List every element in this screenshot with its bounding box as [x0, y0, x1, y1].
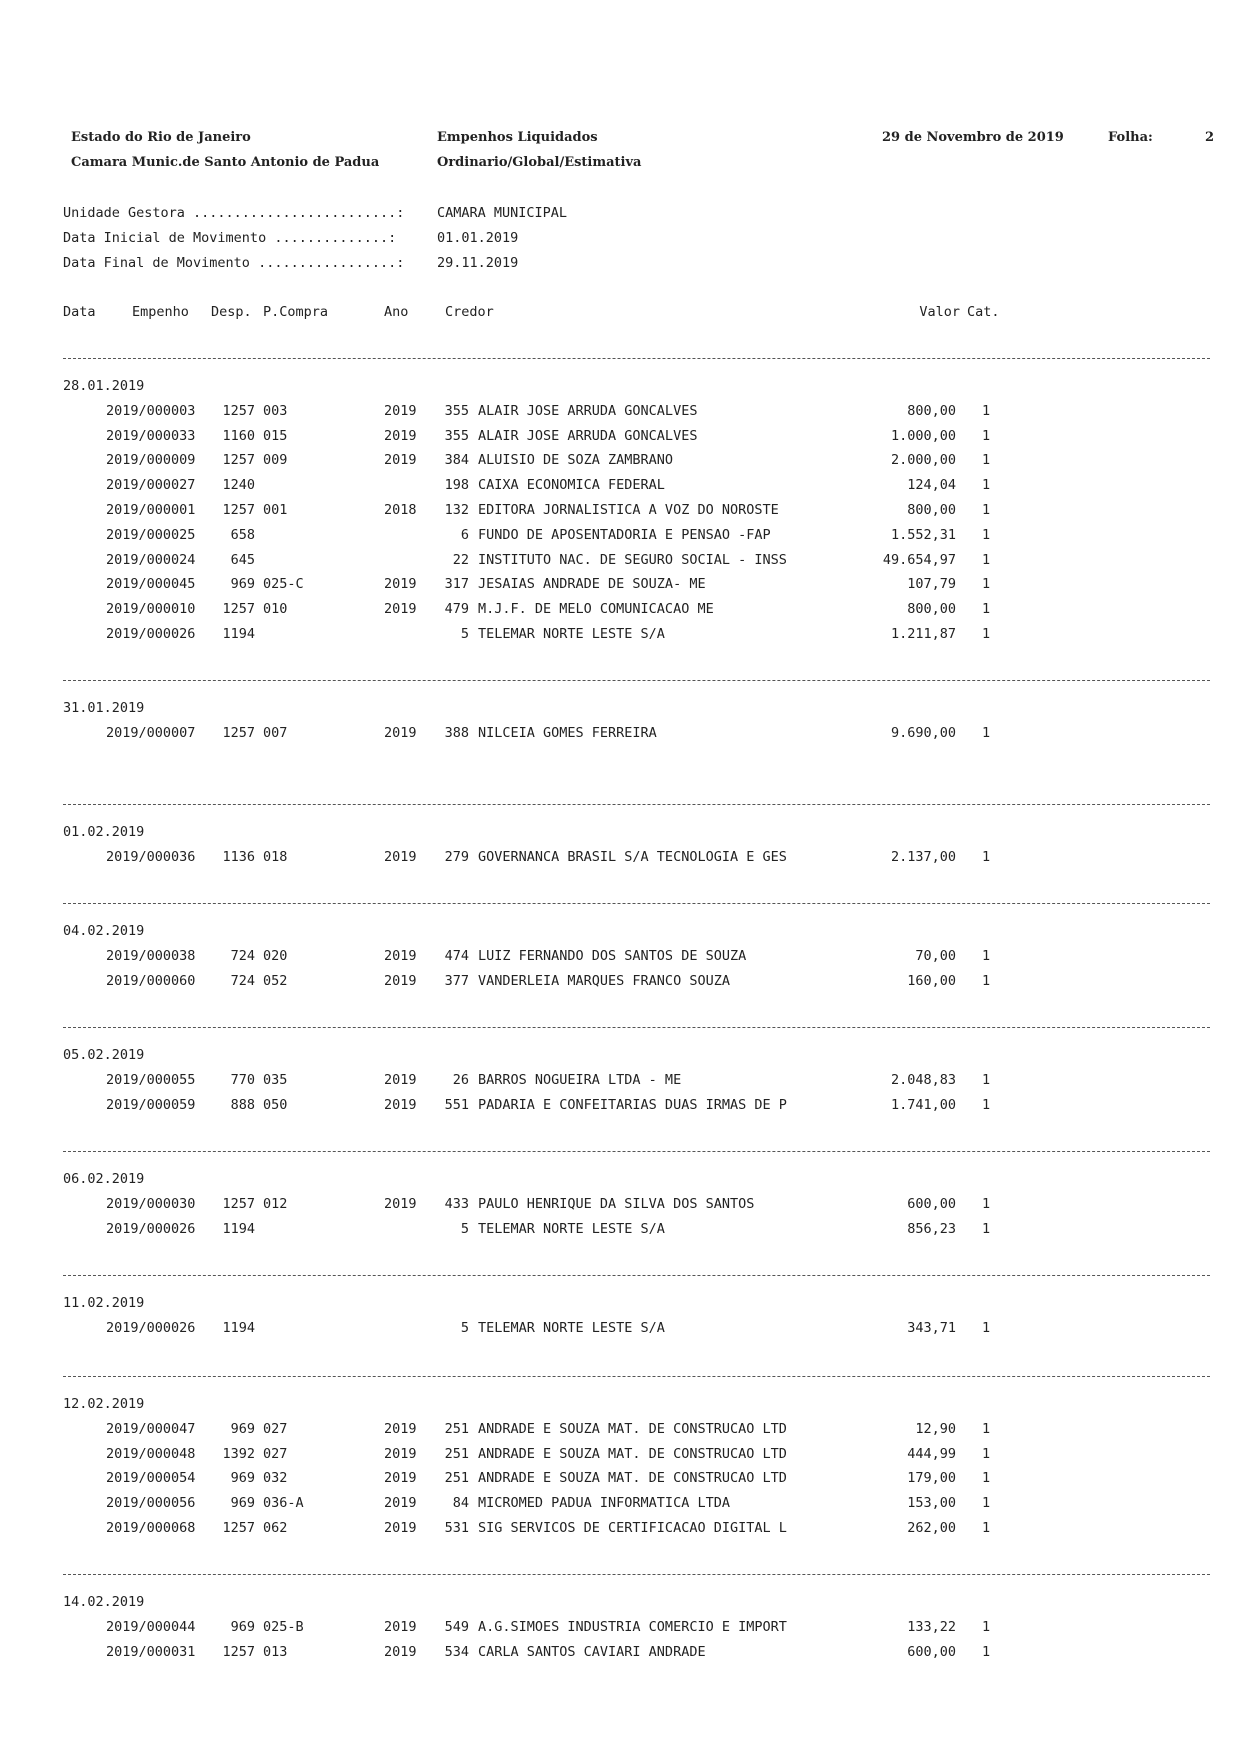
row-credor-code: 551 [444, 1097, 469, 1113]
row-ano: 2018 [384, 502, 417, 518]
group-separator [63, 1275, 1210, 1276]
row-pcompra: 012 [263, 1196, 288, 1212]
row-ano: 2019 [384, 1097, 417, 1113]
row-empenho: 2019/000054 [106, 1470, 196, 1486]
row-valor: 600,00 [907, 1644, 956, 1660]
row-valor: 800,00 [907, 502, 956, 518]
row-pcompra: 052 [263, 973, 288, 989]
row-credor: ALAIR JOSE ARRUDA GONCALVES [478, 403, 698, 419]
row-empenho: 2019/000003 [106, 403, 196, 419]
row-credor: CARLA SANTOS CAVIARI ANDRADE [478, 1644, 706, 1660]
row-credor: LUIZ FERNANDO DOS SANTOS DE SOUZA [478, 948, 747, 964]
row-valor: 9.690,00 [890, 725, 956, 741]
row-ano: 2019 [384, 1619, 417, 1635]
row-cat: 1 [982, 477, 991, 493]
row-empenho: 2019/000068 [106, 1520, 196, 1536]
row-empenho: 2019/000009 [106, 452, 196, 468]
sheet-number: 2 [1204, 130, 1214, 145]
row-desp: 969 [230, 1470, 255, 1486]
report-subtitle: Ordinario/Global/Estimativa [437, 155, 642, 170]
row-pcompra: 062 [263, 1520, 288, 1536]
row-empenho: 2019/000060 [106, 973, 196, 989]
row-credor-code: 317 [444, 576, 469, 592]
row-ano: 2019 [384, 725, 417, 741]
row-valor: 179,00 [907, 1470, 956, 1486]
row-ano: 2019 [384, 1196, 417, 1212]
row-valor: 600,00 [907, 1196, 956, 1212]
row-ano: 2019 [384, 973, 417, 989]
row-cat: 1 [982, 452, 991, 468]
row-credor-code: 388 [444, 725, 469, 741]
param-label-start: Data Inicial de Movimento ..............: [63, 230, 397, 246]
row-cat: 1 [982, 1196, 991, 1212]
row-desp: 1257 [222, 601, 255, 617]
row-pcompra: 018 [263, 849, 288, 865]
row-desp: 724 [230, 948, 255, 964]
row-pcompra: 013 [263, 1644, 288, 1660]
row-credor: BARROS NOGUEIRA LTDA - ME [478, 1072, 682, 1088]
row-ano: 2019 [384, 1470, 417, 1486]
row-desp: 1194 [222, 1320, 255, 1336]
row-desp: 1257 [222, 452, 255, 468]
row-valor: 124,04 [907, 477, 956, 493]
row-valor: 856,23 [907, 1221, 956, 1237]
row-credor-code: 251 [444, 1446, 469, 1462]
row-desp: 1257 [222, 502, 255, 518]
row-empenho: 2019/000036 [106, 849, 196, 865]
row-credor: SIG SERVICOS DE CERTIFICACAO DIGITAL L [478, 1520, 787, 1536]
row-credor-code: 5 [460, 1221, 469, 1237]
row-valor: 2.048,83 [890, 1072, 956, 1088]
row-credor-code: 132 [444, 502, 469, 518]
row-pcompra: 007 [263, 725, 288, 741]
group-date: 06.02.2019 [63, 1171, 145, 1187]
group-separator [63, 804, 1210, 805]
row-ano: 2019 [384, 1072, 417, 1088]
entity-name: Camara Munic.de Santo Antonio de Padua [71, 155, 380, 170]
row-credor-code: 251 [444, 1421, 469, 1437]
row-credor-code: 251 [444, 1470, 469, 1486]
row-desp: 1257 [222, 403, 255, 419]
row-ano: 2019 [384, 1446, 417, 1462]
row-pcompra: 003 [263, 403, 288, 419]
row-cat: 1 [982, 725, 991, 741]
row-ano: 2019 [384, 1421, 417, 1437]
row-desp: 969 [230, 1421, 255, 1437]
row-credor: VANDERLEIA MARQUES FRANCO SOUZA [478, 973, 730, 989]
sheet-label: Folha: [1108, 130, 1153, 145]
row-credor: TELEMAR NORTE LESTE S/A [478, 1320, 665, 1336]
row-desp: 1257 [222, 1196, 255, 1212]
row-empenho: 2019/000044 [106, 1619, 196, 1635]
row-pcompra: 025-C [263, 576, 304, 592]
row-valor: 1.552,31 [890, 527, 956, 543]
group-date: 28.01.2019 [63, 378, 145, 394]
row-pcompra: 035 [263, 1072, 288, 1088]
row-cat: 1 [982, 1097, 991, 1113]
param-label-unit: Unidade Gestora .........................: [63, 205, 405, 221]
row-valor: 343,71 [907, 1320, 956, 1336]
row-cat: 1 [982, 576, 991, 592]
row-valor: 262,00 [907, 1520, 956, 1536]
row-cat: 1 [982, 527, 991, 543]
row-empenho: 2019/000007 [106, 725, 196, 741]
row-credor-code: 6 [460, 527, 469, 543]
row-cat: 1 [982, 601, 991, 617]
row-credor: NILCEIA GOMES FERREIRA [478, 725, 657, 741]
group-date: 05.02.2019 [63, 1047, 145, 1063]
row-cat: 1 [982, 1421, 991, 1437]
row-valor: 444,99 [907, 1446, 956, 1462]
state-name: Estado do Rio de Janeiro [71, 130, 251, 145]
row-credor-code: 26 [452, 1072, 469, 1088]
row-valor: 160,00 [907, 973, 956, 989]
param-value-start: 01.01.2019 [437, 230, 519, 246]
row-empenho: 2019/000026 [106, 1320, 196, 1336]
row-ano: 2019 [384, 948, 417, 964]
row-valor: 12,90 [915, 1421, 956, 1437]
row-valor: 49.654,97 [882, 552, 956, 568]
report-date: 29 de Novembro de 2019 [882, 130, 1064, 145]
row-empenho: 2019/000001 [106, 502, 196, 518]
row-credor-code: 22 [452, 552, 469, 568]
row-credor: TELEMAR NORTE LESTE S/A [478, 1221, 665, 1237]
row-cat: 1 [982, 1644, 991, 1660]
row-credor: ANDRADE E SOUZA MAT. DE CONSTRUCAO LTD [478, 1446, 787, 1462]
row-credor-code: 474 [444, 948, 469, 964]
row-ano: 2019 [384, 1644, 417, 1660]
row-credor: PAULO HENRIQUE DA SILVA DOS SANTOS [478, 1196, 755, 1212]
row-credor: EDITORA JORNALISTICA A VOZ DO NOROSTE [478, 502, 779, 518]
row-credor: JESAIAS ANDRADE DE SOUZA- ME [478, 576, 706, 592]
row-desp: 969 [230, 1495, 255, 1511]
row-cat: 1 [982, 428, 991, 444]
row-pcompra: 032 [263, 1470, 288, 1486]
row-ano: 2019 [384, 428, 417, 444]
row-credor: ANDRADE E SOUZA MAT. DE CONSTRUCAO LTD [478, 1470, 787, 1486]
row-desp: 888 [230, 1097, 255, 1113]
row-valor: 153,00 [907, 1495, 956, 1511]
row-desp: 1257 [222, 1644, 255, 1660]
row-pcompra: 036-A [263, 1495, 304, 1511]
row-desp: 658 [230, 527, 255, 543]
row-pcompra: 010 [263, 601, 288, 617]
row-cat: 1 [982, 1495, 991, 1511]
row-credor-code: 355 [444, 403, 469, 419]
row-pcompra: 050 [263, 1097, 288, 1113]
col-header-credor: Credor [445, 304, 494, 320]
row-desp: 1392 [222, 1446, 255, 1462]
row-valor: 1.211,87 [890, 626, 956, 642]
col-header-cat: Cat. [967, 304, 1000, 320]
row-cat: 1 [982, 948, 991, 964]
group-separator [63, 358, 1210, 359]
group-separator [63, 1151, 1210, 1152]
row-desp: 770 [230, 1072, 255, 1088]
row-credor: PADARIA E CONFEITARIAS DUAS IRMAS DE P [478, 1097, 787, 1113]
row-valor: 2.000,00 [890, 452, 956, 468]
row-credor: ANDRADE E SOUZA MAT. DE CONSTRUCAO LTD [478, 1421, 787, 1437]
row-ano: 2019 [384, 601, 417, 617]
col-header-valor: Valor [919, 304, 960, 320]
row-credor-code: 479 [444, 601, 469, 617]
group-separator [63, 1027, 1210, 1028]
row-empenho: 2019/000033 [106, 428, 196, 444]
row-cat: 1 [982, 626, 991, 642]
row-pcompra: 015 [263, 428, 288, 444]
row-ano: 2019 [384, 849, 417, 865]
row-credor: A.G.SIMOES INDUSTRIA COMERCIO E IMPORT [478, 1619, 787, 1635]
row-empenho: 2019/000031 [106, 1644, 196, 1660]
row-ano: 2019 [384, 1495, 417, 1511]
row-credor-code: 279 [444, 849, 469, 865]
row-valor: 133,22 [907, 1619, 956, 1635]
row-cat: 1 [982, 1520, 991, 1536]
row-credor-code: 531 [444, 1520, 469, 1536]
col-header-data: Data [63, 304, 96, 320]
row-ano: 2019 [384, 1520, 417, 1536]
row-ano: 2019 [384, 576, 417, 592]
group-date: 11.02.2019 [63, 1295, 145, 1311]
param-label-end: Data Final de Movimento .................: [63, 255, 405, 271]
row-credor: ALUISIO DE SOZA ZAMBRANO [478, 452, 674, 468]
row-empenho: 2019/000025 [106, 527, 196, 543]
row-valor: 107,79 [907, 576, 956, 592]
row-credor-code: 84 [452, 1495, 469, 1511]
row-empenho: 2019/000010 [106, 601, 196, 617]
row-credor: FUNDO DE APOSENTADORIA E PENSAO -FAP [478, 527, 771, 543]
row-empenho: 2019/000026 [106, 1221, 196, 1237]
col-header-ano: Ano [384, 304, 409, 320]
row-credor: MICROMED PADUA INFORMATICA LTDA [478, 1495, 730, 1511]
row-cat: 1 [982, 1221, 991, 1237]
row-desp: 645 [230, 552, 255, 568]
row-desp: 724 [230, 973, 255, 989]
row-desp: 1257 [222, 725, 255, 741]
row-empenho: 2019/000030 [106, 1196, 196, 1212]
row-credor: CAIXA ECONOMICA FEDERAL [478, 477, 665, 493]
row-desp: 1136 [222, 849, 255, 865]
row-cat: 1 [982, 849, 991, 865]
row-pcompra: 027 [263, 1446, 288, 1462]
row-valor: 1.000,00 [890, 428, 956, 444]
row-credor-code: 355 [444, 428, 469, 444]
group-date: 12.02.2019 [63, 1396, 145, 1412]
row-empenho: 2019/000048 [106, 1446, 196, 1462]
row-valor: 70,00 [915, 948, 956, 964]
row-empenho: 2019/000024 [106, 552, 196, 568]
row-desp: 1257 [222, 1520, 255, 1536]
row-pcompra: 020 [263, 948, 288, 964]
row-cat: 1 [982, 403, 991, 419]
row-desp: 1194 [222, 1221, 255, 1237]
row-cat: 1 [982, 1619, 991, 1635]
group-separator [63, 1376, 1210, 1377]
group-separator [63, 1574, 1210, 1575]
group-separator [63, 903, 1210, 904]
row-valor: 800,00 [907, 403, 956, 419]
row-pcompra: 009 [263, 452, 288, 468]
row-desp: 1194 [222, 626, 255, 642]
col-header-empenho: Empenho [132, 304, 189, 320]
row-empenho: 2019/000059 [106, 1097, 196, 1113]
row-desp: 1240 [222, 477, 255, 493]
row-cat: 1 [982, 1072, 991, 1088]
row-credor-code: 5 [460, 626, 469, 642]
row-credor-code: 384 [444, 452, 469, 468]
row-cat: 1 [982, 1320, 991, 1336]
col-header-pcompra: P.Compra [263, 304, 329, 320]
row-desp: 969 [230, 576, 255, 592]
row-desp: 1160 [222, 428, 255, 444]
row-pcompra: 025-B [263, 1619, 304, 1635]
group-date: 01.02.2019 [63, 824, 145, 840]
row-pcompra: 001 [263, 502, 288, 518]
group-date: 31.01.2019 [63, 700, 145, 716]
row-cat: 1 [982, 973, 991, 989]
row-ano: 2019 [384, 403, 417, 419]
row-cat: 1 [982, 552, 991, 568]
group-date: 04.02.2019 [63, 923, 145, 939]
row-credor-code: 377 [444, 973, 469, 989]
row-credor-code: 549 [444, 1619, 469, 1635]
row-cat: 1 [982, 1446, 991, 1462]
param-value-unit: CAMARA MUNICIPAL [437, 205, 568, 221]
row-credor-code: 534 [444, 1644, 469, 1660]
report-title: Empenhos Liquidados [437, 130, 598, 145]
row-credor-code: 5 [460, 1320, 469, 1336]
col-header-desp: Desp. [211, 304, 252, 320]
row-empenho: 2019/000047 [106, 1421, 196, 1437]
row-empenho: 2019/000038 [106, 948, 196, 964]
row-valor: 800,00 [907, 601, 956, 617]
row-credor: GOVERNANCA BRASIL S/A TECNOLOGIA E GES [478, 849, 787, 865]
row-credor: M.J.F. DE MELO COMUNICACAO ME [478, 601, 714, 617]
row-valor: 2.137,00 [890, 849, 956, 865]
row-desp: 969 [230, 1619, 255, 1635]
row-empenho: 2019/000045 [106, 576, 196, 592]
row-cat: 1 [982, 1470, 991, 1486]
row-empenho: 2019/000027 [106, 477, 196, 493]
row-credor: TELEMAR NORTE LESTE S/A [478, 626, 665, 642]
group-separator [63, 680, 1210, 681]
group-date: 14.02.2019 [63, 1594, 145, 1610]
row-credor-code: 433 [444, 1196, 469, 1212]
row-empenho: 2019/000056 [106, 1495, 196, 1511]
row-credor: ALAIR JOSE ARRUDA GONCALVES [478, 428, 698, 444]
row-pcompra: 027 [263, 1421, 288, 1437]
row-ano: 2019 [384, 452, 417, 468]
row-credor-code: 198 [444, 477, 469, 493]
row-empenho: 2019/000055 [106, 1072, 196, 1088]
row-cat: 1 [982, 502, 991, 518]
param-value-end: 29.11.2019 [437, 255, 519, 271]
row-empenho: 2019/000026 [106, 626, 196, 642]
row-credor: INSTITUTO NAC. DE SEGURO SOCIAL - INSS [478, 552, 787, 568]
row-valor: 1.741,00 [890, 1097, 956, 1113]
